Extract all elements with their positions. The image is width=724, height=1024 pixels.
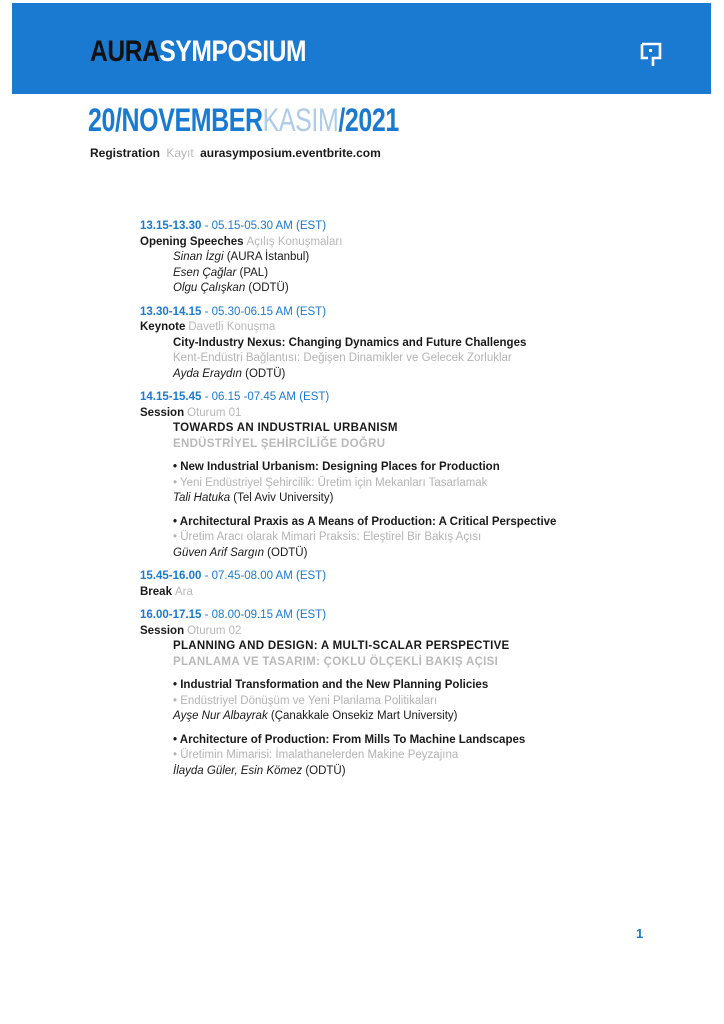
speaker-line: Tali Hatuka (Tel Aviv University) [173, 492, 334, 504]
registration-label-tr: Kayıt [166, 146, 194, 160]
talk-title-tr: • Endüstriyel Dönüşüm ve Yeni Planlama Politikaları [173, 694, 438, 707]
break-block [140, 569, 680, 600]
talk-title: City-Industry Nexus: Changing Dynamics and Future Challenges [173, 336, 527, 349]
speaker-line: İlayda Güler, Esin Kömez (ODTÜ) [173, 764, 346, 777]
talk-title-tr: • Üretim Aracı olarak Mimari Praksis: Eleştirel Bir Bakış Açısı [173, 531, 482, 543]
session-title-tr: ENDÜSTRİYEL ŞEHİRCİLİĞE DOĞRU [173, 437, 386, 450]
session-title-tr: PLANLAMA VE TASARIM: ÇOKLU ÖLÇEKLİ BAKIŞ AÇISI [173, 655, 499, 668]
time-slot: 14.15-15.45 - 06.15 -07.45 AM (EST) [140, 391, 330, 403]
talk-title: • Architecture of Production: From Mills To Machine Landscapes [173, 733, 526, 746]
time-slot: 13.15-13.30 - 05.15-05.30 AM (EST) [140, 220, 327, 232]
time-slot: 13.30-14.15 - 05.30-06.15 AM (EST) [140, 305, 327, 318]
time-slot: 15.45-16.00 - 07.45-08.00 AM (EST) [140, 570, 327, 582]
opening-block [140, 219, 680, 297]
page-number: 1 [636, 926, 644, 941]
talk-title: • Industrial Transformation and the New Planning Policies [173, 679, 489, 691]
registration-label: Registration [90, 146, 161, 160]
slot-label: Opening Speeches Açılış Konuşmaları [140, 235, 343, 248]
header-banner [12, 3, 711, 94]
talk-item [140, 678, 680, 725]
session-title: PLANNING AND DESIGN: A MULTI-SCALAR PERSPECTIVE [173, 640, 510, 652]
slot-label: Keynote Davetli Konuşma [140, 321, 276, 333]
session2-block [140, 608, 680, 779]
program [140, 219, 680, 787]
slot-label: Session Oturum 01 [140, 406, 242, 419]
talk-title: • New Industrial Urbanism: Designing Places for Production [173, 461, 500, 473]
speaker-line: Ayşe Nur Albayrak (Çanakkale Onsekiz Mart University) [173, 710, 458, 722]
brand-title: AURASYMPOSIUM [90, 35, 307, 68]
speaker-line: Sinan İzgi (AURA İstanbul) [173, 251, 310, 263]
speaker-line: Esen Çağlar (PAL) [173, 266, 269, 279]
keynote-block [140, 305, 680, 383]
time-slot: 16.00-17.15 - 08.00-09.15 AM (EST) [140, 609, 327, 621]
talk-item [140, 733, 680, 780]
talk-item [140, 460, 680, 507]
slot-label: Break Ara [140, 585, 193, 598]
talk-title-tr: • Üretimin Mimarisi: İmalathanelerden Makine Peyzajına [173, 749, 459, 761]
event-date: 20/NOVEMBERKASIM/2021 [88, 102, 399, 138]
session-title: TOWARDS AN INDUSTRIAL URBANISM [173, 422, 398, 434]
speaker-line: Olgu Çalışkan (ODTÜ) [173, 282, 289, 294]
registration-url: aurasymposium.eventbrite.com [200, 146, 381, 160]
slot-label: Session Oturum 02 [140, 624, 242, 637]
talk-item [140, 515, 680, 562]
talk-title: • Architectural Praxis as A Means of Production: A Critical Perspective [173, 515, 557, 528]
talk-title-tr: • Yeni Endüstriyel Şehircilik: Üretim için Mekanları Tasarlamak [173, 476, 488, 489]
session1-block [140, 390, 680, 561]
speaker-line: Güven Arif Sargın (ODTÜ) [173, 546, 308, 559]
talk-title-tr: Kent-Endüstri Bağlantısı: Değişen Dinamikler ve Gelecek Zorluklar [173, 352, 512, 364]
aura-logo-icon [639, 41, 663, 69]
registration-line [90, 146, 381, 160]
speaker-line: Ayda Eraydın (ODTÜ) [173, 367, 286, 380]
